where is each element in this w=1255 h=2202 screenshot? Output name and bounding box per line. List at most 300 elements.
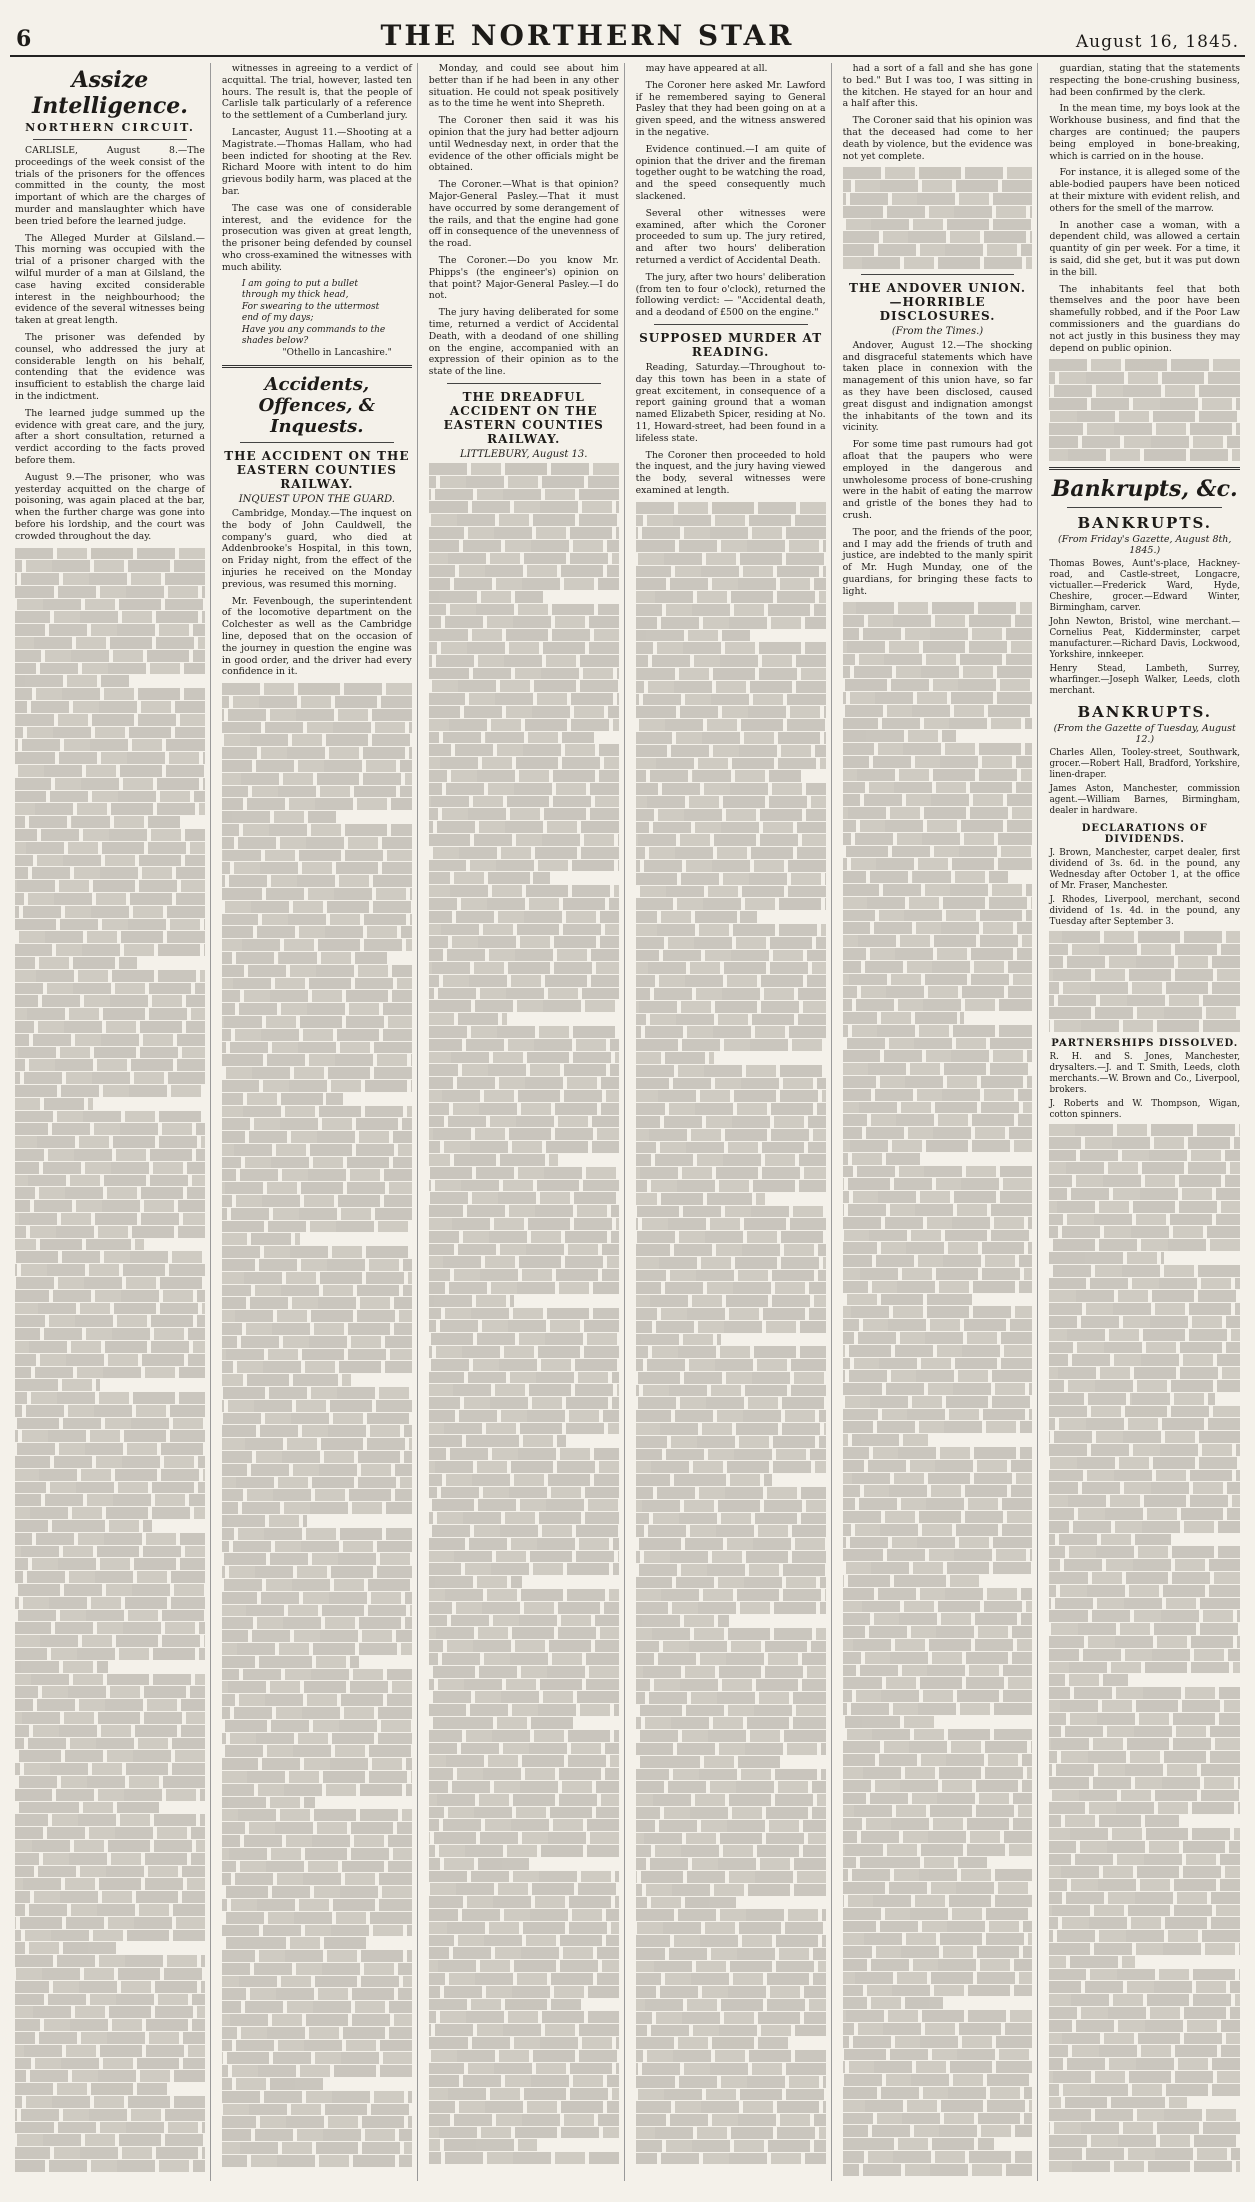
text-block (843, 602, 1033, 2175)
text-line (636, 1717, 826, 1729)
text-line (843, 206, 1033, 218)
text-line (15, 1482, 205, 1494)
text-line (15, 1418, 205, 1430)
text-line (1049, 1137, 1240, 1149)
text-line (843, 1626, 1033, 1638)
text-line (843, 846, 1033, 858)
text-line (843, 1741, 1033, 1753)
text-line (843, 743, 1033, 755)
text-line (636, 1833, 826, 1845)
text-line (636, 975, 826, 987)
text-line (1049, 1956, 1135, 1968)
text-line (429, 604, 619, 616)
text-line (222, 1080, 412, 1092)
text-line (15, 1047, 205, 1059)
article-subtitle: INQUEST UPON THE GUARD. (238, 494, 395, 506)
text-line (843, 1153, 921, 1165)
text-line (429, 1141, 619, 1153)
text-line (1049, 1598, 1240, 1610)
text-line (636, 1538, 826, 1550)
text-line (222, 1285, 412, 1297)
text-line (429, 1295, 514, 1307)
text-block (429, 463, 619, 2164)
text-line (222, 2091, 412, 2103)
text-line (429, 1167, 619, 1179)
text-line (222, 1323, 412, 1335)
text-line (636, 1653, 826, 1665)
text-line (222, 786, 412, 798)
text-line (15, 752, 205, 764)
text-line (429, 872, 551, 884)
text-line (843, 2010, 1033, 2022)
text-line (15, 1981, 205, 1993)
text-line (222, 1784, 412, 1796)
text-line (222, 1950, 412, 1962)
text-line (636, 1666, 826, 1678)
text-line (843, 1306, 1033, 1318)
text-line (1049, 1470, 1240, 1482)
text-line (636, 1922, 826, 1934)
text-line (429, 1896, 619, 1908)
paragraph: may have appeared at all. (645, 63, 768, 74)
text-line (222, 914, 412, 926)
text-line (222, 1349, 412, 1361)
text-line (429, 860, 619, 872)
list-item: Thomas Bowes, Aunt's-place, Hackney-road, and Castle-street, Longacre, victualler.—Frederick Ward, Hyde, Cheshire, grocer.—Edward Winter, Birmingham, carver. (1049, 558, 1240, 613)
text-line (843, 1268, 1033, 1280)
text-line (636, 1871, 826, 1883)
text-line (1049, 1201, 1240, 1213)
text-line (1049, 1917, 1240, 1929)
text-line (15, 1469, 205, 1481)
text-line (15, 1840, 205, 1852)
text-line (222, 1925, 412, 1937)
text-line (636, 1589, 826, 1601)
text-line (843, 1230, 1033, 1242)
text-line (15, 1187, 205, 1199)
text-line (1049, 449, 1240, 461)
text-line (636, 2101, 826, 2113)
text-line (1049, 2097, 1186, 2109)
text-line (1049, 1700, 1240, 1712)
text-line (843, 1985, 1033, 1997)
text-line (636, 1039, 826, 1051)
text-line (222, 1835, 412, 1847)
divider (240, 442, 394, 443)
text-line (222, 990, 412, 1002)
text-line (429, 1871, 619, 1883)
text-line (1049, 1495, 1240, 1507)
text-line (429, 808, 619, 820)
text-line (843, 1460, 1033, 1472)
text-line (1049, 1905, 1240, 1917)
text-line (15, 1917, 205, 1929)
text-line (429, 2139, 537, 2151)
text-line (636, 1628, 826, 1640)
text-line (15, 1699, 205, 1711)
text-line (636, 1692, 826, 1704)
text-line (843, 231, 1033, 243)
text-line (429, 1282, 619, 1294)
text-line (1049, 1572, 1240, 1584)
text-line (1049, 1444, 1240, 1456)
text-line (636, 758, 826, 770)
text-line (843, 1908, 1033, 1920)
text-line (843, 999, 1033, 1011)
text-line (429, 770, 619, 782)
declarations-heading: DECLARATIONS OF DIVIDENDS. (1081, 822, 1208, 845)
text-line (429, 1231, 619, 1243)
text-block (636, 502, 826, 2165)
text-line (15, 2160, 205, 2172)
text-line (636, 1973, 826, 1985)
text-line (222, 1873, 412, 1885)
text-line (222, 1707, 412, 1719)
text-line (222, 1630, 412, 1642)
text-line (843, 1767, 1033, 1779)
paragraph: For instance, it is alleged some of the able-bodied paupers have been noticed at their mixture with evident relish, and others for the smell of the marrow. (1049, 167, 1240, 214)
text-line (636, 1641, 826, 1653)
text-line (15, 1648, 205, 1660)
text-line (636, 1436, 826, 1448)
text-line (843, 1895, 1033, 1907)
text-line (636, 1743, 826, 1755)
text-line (222, 1169, 412, 1181)
text-line (636, 1794, 826, 1806)
text-block (15, 548, 205, 2172)
text-line (222, 1899, 412, 1911)
text-line (636, 1397, 826, 1409)
text-line (429, 2011, 619, 2023)
text-line (843, 1396, 1033, 1408)
text-line (222, 1157, 412, 1169)
text-line (429, 501, 619, 513)
paragraph: The jury having deliberated for some time, returned a verdict of Accidental Death, with a deodand of one shilling on the engine, accompanied with an expression of their opinion as to the state of the line. (428, 307, 619, 378)
text-line (636, 1193, 765, 1205)
text-line (429, 834, 619, 846)
text-line (15, 650, 205, 662)
text-line (15, 714, 205, 726)
text-line (15, 1392, 205, 1404)
text-line (429, 796, 619, 808)
text-line (429, 2101, 619, 2113)
text-line (429, 616, 619, 628)
text-line (429, 1704, 619, 1716)
text-line (429, 1372, 619, 1384)
text-line (429, 719, 619, 731)
text-line (1049, 1649, 1240, 1661)
text-line (15, 1763, 205, 1775)
text-line (843, 2036, 1033, 2048)
text-line (1049, 1150, 1240, 1162)
text-line (843, 2125, 1033, 2137)
text-line (429, 1154, 558, 1166)
text-line (636, 681, 826, 693)
text-line (1049, 1687, 1240, 1699)
text-line (843, 1524, 1033, 1536)
text-line (843, 1869, 1033, 1881)
text-line (222, 1106, 412, 1118)
text-line (15, 1930, 205, 1942)
text-line (429, 1064, 619, 1076)
text-line (15, 675, 129, 687)
text-line (15, 1635, 205, 1647)
text-line (15, 1686, 205, 1698)
text-line (222, 1912, 412, 1924)
text-line (15, 1162, 205, 1174)
text-line (843, 1447, 1033, 1459)
text-line (843, 820, 1033, 832)
text-line (429, 1743, 619, 1755)
text-line (843, 1012, 965, 1024)
text-line (15, 829, 205, 841)
text-line (222, 1029, 412, 1041)
text-line (636, 1244, 826, 1256)
text-line (429, 783, 619, 795)
text-line (1049, 1316, 1240, 1328)
text-line (429, 1218, 619, 1230)
text-line (636, 1602, 826, 1614)
text-line (222, 1937, 366, 1949)
column-1 (10, 63, 211, 2181)
text-line (15, 2058, 205, 2070)
text-line (843, 1831, 1033, 1843)
text-line (429, 540, 619, 552)
text-line (15, 624, 205, 636)
text-line (222, 1233, 300, 1245)
text-line (843, 1549, 1033, 1561)
text-line (429, 885, 619, 897)
text-line (222, 2065, 412, 2077)
text-line (429, 1346, 619, 1358)
text-block (222, 683, 412, 2166)
text-line (843, 1575, 980, 1587)
text-line (843, 1997, 944, 2009)
text-line (636, 1257, 826, 1269)
text-line (429, 1730, 619, 1742)
text-line (843, 1089, 1033, 1101)
text-line (222, 1541, 412, 1553)
text-line (1049, 2109, 1240, 2121)
text-line (843, 1498, 1033, 1510)
section-title: Accidents, Offences, & Inquests. (258, 374, 376, 438)
paragraph: Cambridge, Monday.—The inquest on the body of John Cauldwell, the company's guard, who died at Addenbrooke's Hospital, in this town, on Friday night, from the effect of the injuries he received on the Monday previous, was resumed this morning. (221, 508, 412, 590)
text-line (15, 1776, 205, 1788)
text-block (843, 167, 1033, 268)
text-line (636, 924, 826, 936)
text-line (429, 1845, 619, 1857)
text-line (1049, 1969, 1240, 1981)
text-line (15, 1251, 205, 1263)
column-3 (424, 63, 625, 2181)
text-line (636, 1334, 721, 1346)
text-line (15, 1277, 205, 1289)
text-line (636, 1385, 826, 1397)
text-line (222, 1489, 412, 1501)
text-line (15, 970, 205, 982)
text-line (222, 2104, 412, 2116)
text-line (1049, 1841, 1240, 1853)
text-line (636, 1372, 826, 1384)
text-line (636, 783, 826, 795)
text-line (15, 1239, 144, 1251)
text-line (1049, 1367, 1240, 1379)
text-line (1049, 969, 1240, 981)
text-line (15, 1789, 205, 1801)
text-line (15, 1098, 93, 1110)
text-line (222, 1617, 412, 1629)
text-line (222, 1809, 412, 1821)
text-line (15, 663, 205, 675)
text-line (636, 2114, 826, 2126)
text-line (843, 244, 1033, 256)
text-line (429, 1973, 619, 1985)
text-line (636, 1321, 826, 1333)
text-line (843, 1063, 1033, 1075)
text-line (15, 906, 205, 918)
text-line (15, 688, 205, 700)
text-line (843, 1038, 1033, 1050)
text-line (15, 1533, 205, 1545)
text-line (429, 1768, 619, 1780)
text-line (15, 880, 205, 892)
text-line (1049, 2084, 1240, 2096)
text-line (843, 1127, 1033, 1139)
text-line (222, 811, 336, 823)
text-line (429, 1333, 619, 1345)
text-line (222, 1272, 412, 1284)
text-line (15, 1175, 205, 1187)
text-line (429, 911, 619, 923)
text-line (222, 1413, 412, 1425)
text-line (15, 1290, 205, 1302)
text-line (636, 1065, 826, 1077)
text-line (15, 2134, 205, 2146)
list-item: Henry Stead, Lambeth, Surrey, wharfinger.—Joseph Walker, Leeds, cloth merchant. (1049, 663, 1240, 696)
divider (447, 383, 601, 384)
text-line (222, 1195, 412, 1207)
text-line (1049, 1252, 1163, 1264)
text-line (843, 1370, 1033, 1382)
list-item: R. H. and S. Jones, Manchester, drysalters.—J. and T. Smith, Leeds, cloth merchants.—W. Brown and Co., Liverpool, brokers. (1049, 1052, 1240, 1096)
text-line (1049, 1726, 1240, 1738)
poem-line: For swearing to the uttermost end of my days; (241, 301, 380, 324)
text-line (429, 706, 619, 718)
text-line (636, 527, 826, 539)
text-line (843, 1050, 1033, 1062)
text-line (222, 926, 412, 938)
text-line (15, 1610, 205, 1622)
text-line (222, 1067, 412, 1079)
text-line (429, 489, 619, 501)
text-line (222, 952, 387, 964)
paragraph: In the mean time, my boys look at the Workhouse business, and find that the charges are continued; the paupers being employed in bone-breaking, which is carried on in the house. (1049, 103, 1240, 162)
text-line (843, 1537, 1033, 1549)
text-line (15, 1827, 205, 1839)
text-line (843, 2061, 1033, 2073)
bankrupts-heading: BANKRUPTS. (1077, 702, 1213, 721)
text-line (222, 1553, 412, 1565)
text-line (843, 756, 1033, 768)
column-4 (631, 63, 832, 2181)
text-line (222, 722, 412, 734)
text-line (222, 1669, 412, 1681)
text-line (429, 1640, 619, 1652)
text-line (429, 629, 619, 641)
text-line (15, 1738, 205, 1750)
text-line (15, 2006, 205, 2018)
text-line (15, 560, 205, 572)
text-line (636, 809, 826, 821)
text-line (429, 527, 619, 539)
text-line (222, 747, 412, 759)
text-line (843, 1946, 1033, 1958)
text-line (15, 1622, 205, 1634)
text-line (636, 1781, 826, 1793)
text-line (222, 1221, 412, 1233)
column-6 (1044, 63, 1245, 2181)
text-line (636, 1474, 773, 1486)
paragraph: The Coroner here asked Mr. Lawford if he remembered saying to General Pasley that they had been going on at a given speed, and the witness answered in the negative. (635, 79, 826, 138)
text-line (636, 630, 750, 642)
newspaper-title: THE NORTHERN STAR (380, 19, 795, 52)
text-line (429, 578, 619, 590)
text-line (843, 1818, 1033, 1830)
list-item: J. Rhodes, Liverpool, merchant, second dividend of 1s. 4d. in the pound, any Tuesday after September 3. (1049, 894, 1240, 927)
text-line (1049, 1278, 1240, 1290)
text-block (1049, 931, 1240, 1032)
text-line (429, 591, 543, 603)
text-line (15, 1021, 205, 1033)
text-line (1049, 1007, 1240, 1019)
text-line (222, 978, 412, 990)
text-line (222, 1054, 412, 1066)
text-line (636, 668, 826, 680)
text-line (222, 837, 412, 849)
text-line (15, 1328, 205, 1340)
text-line (1049, 1393, 1215, 1405)
paragraph: The jury, after two hours' deliberation (from ten to four o'clock), returned the following verdict: — "Accidental death, and a deodand of £500 on the engine." (635, 271, 826, 319)
text-line (429, 1435, 566, 1447)
text-line (636, 1180, 826, 1192)
text-line (15, 1725, 205, 1737)
text-line (843, 679, 1033, 691)
text-line (1049, 1777, 1240, 1789)
text-line (843, 1639, 1033, 1651)
text-line (1049, 1354, 1240, 1366)
text-line (222, 1566, 412, 1578)
text-line (15, 1213, 205, 1225)
text-line (1049, 1751, 1240, 1763)
text-line (636, 1525, 826, 1537)
text-line (222, 2040, 412, 2052)
text-line (843, 1665, 1033, 1677)
text-line (843, 1805, 1033, 1817)
text-line (1049, 1764, 1240, 1776)
text-line (636, 1449, 826, 1461)
text-line (15, 816, 180, 828)
paragraph: The Alleged Murder at Gilsland.—This morning was occupied with the trial of a prisoner charged with the wilful murder of a man at Gilsland, the case having excited considerable interest in the neighbourhood; the evidence of the several witnesses being taken at great length. (15, 232, 205, 327)
text-line (222, 1861, 412, 1873)
text-line (222, 1246, 412, 1258)
list-item: J. Roberts and W. Thompson, Wigan, cotton spinners. (1049, 1099, 1240, 1121)
text-line (636, 2063, 826, 2075)
text-line (1049, 1879, 1240, 1891)
text-line (222, 1297, 412, 1309)
text-line (636, 2025, 826, 2037)
text-line (636, 1615, 729, 1627)
text-line (429, 1256, 619, 1268)
